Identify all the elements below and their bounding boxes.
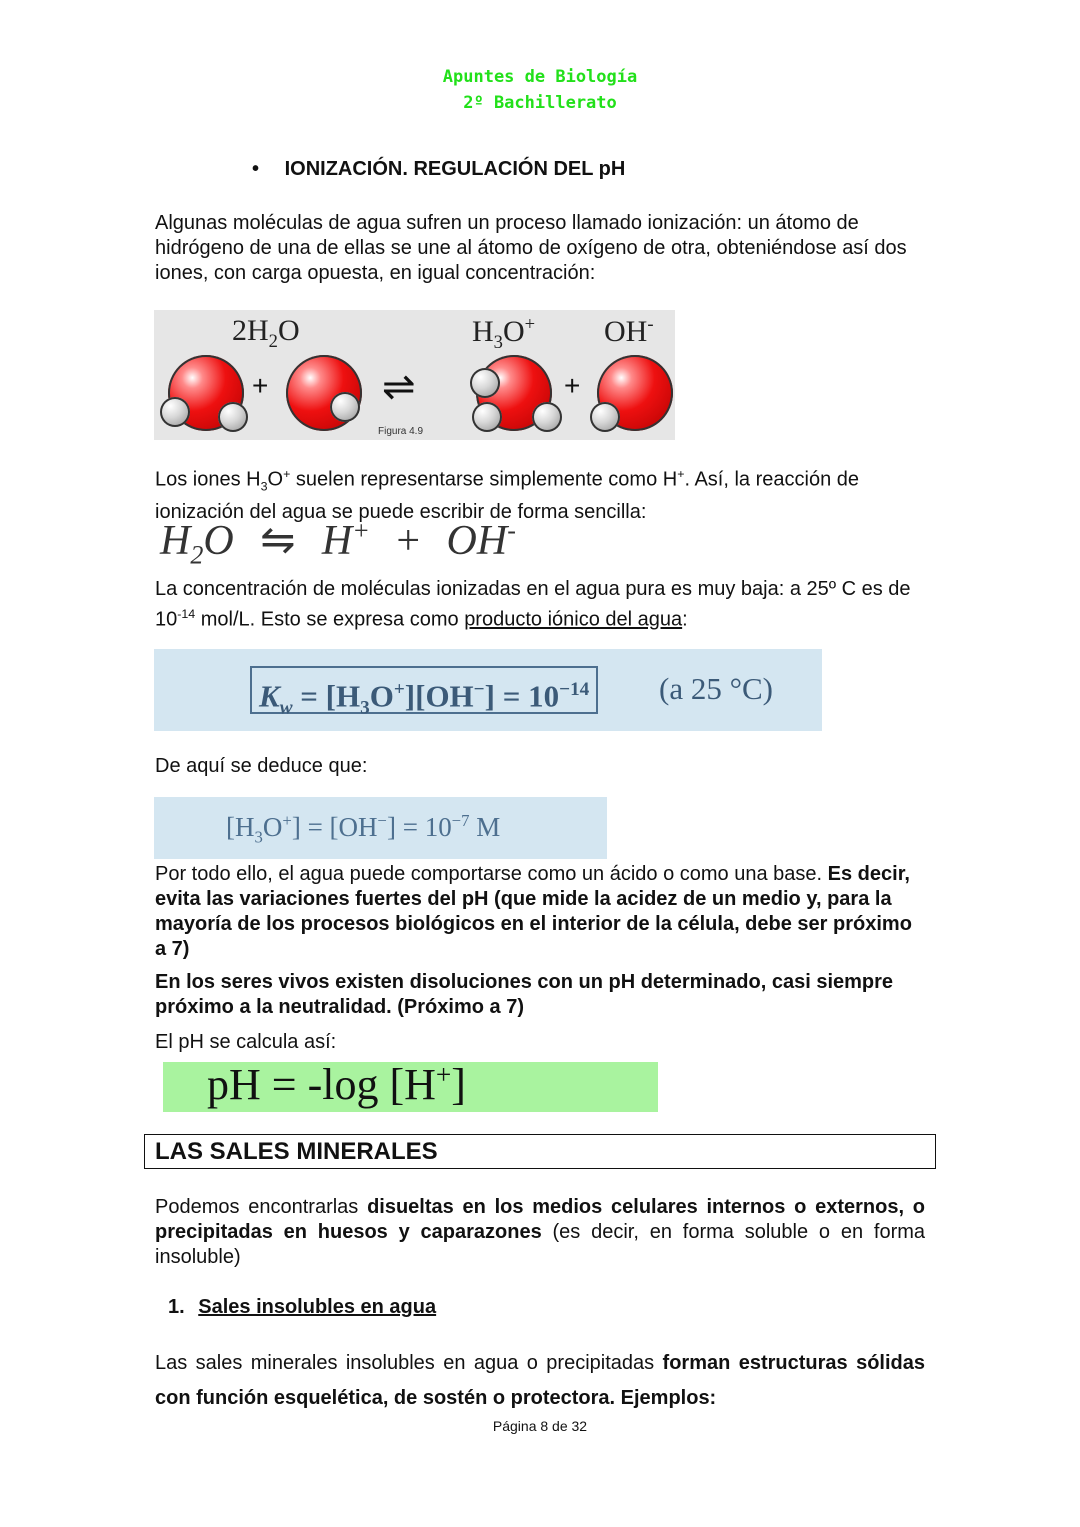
equilibrium-arrow: ⇌ — [382, 365, 416, 409]
fig-label-oh: OH- — [604, 314, 654, 348]
ph-formula: pH = -log [H+] — [207, 1059, 466, 1109]
concentration-paragraph: La concentración de moléculas ionizadas en el agua pura es muy baja: a 25º C es de $10^{-14}$ mol/L. Esto se expresa como producto iónico del agua: — [155, 578, 911, 631]
bullet: • — [252, 158, 260, 180]
hydrogen-atom — [160, 397, 190, 427]
insoluble-paragraph: Las sales minerales insolubles en agua o precipitadas forman estructuras sólidas con función esquelética, de sostén o protectora. Ejemplos: — [155, 1352, 925, 1409]
acid-base-paragraph: Por todo ello, el agua puede comportarse como un ácido o como una base. Es decir, evita las variaciones fuertes del pH (que mide la acidez de un medio y, para la mayoría de los procesos biológicos en el interior de la célula, debe ser próximo a 7) — [155, 863, 912, 960]
hydrogen-atom — [330, 392, 360, 422]
header-line1: Apuntes de Biología — [442, 67, 638, 87]
plus-sign: + — [564, 370, 581, 401]
fig-label-2h2o: $2H_2O$ — [232, 314, 300, 352]
kw-formula-box — [154, 649, 822, 731]
ionization-equation: $H_2O$ ⇋ H+ + OH- — [160, 516, 516, 570]
hydrogen-atom — [470, 368, 500, 398]
figure-caption: Figura 4.9 — [378, 426, 424, 437]
hydrogen-atom — [590, 402, 620, 432]
ionic-product-link: producto iónico del agua — [464, 608, 683, 631]
ph-calc-text: El pH se calcula así: — [155, 1031, 337, 1053]
ph-formula-box — [163, 1059, 658, 1112]
concentration-formula: $[H_3O^+] = [OH^-] = 10^{-7}$ M — [226, 811, 501, 847]
intro-paragraph: Algunas moléculas de agua sufren un proceso llamado ionización: un átomo de hidrógeno de una de ellas se une al átomo de oxígeno de otra, obteniéndose así dos iones, con carga opuesta, en igual concentración: — [155, 212, 907, 284]
deduce-text: De aquí se deduce que: — [155, 755, 368, 777]
fig-label-h3o: $H_3O^+$ — [472, 314, 536, 353]
hydronium-paragraph: Los iones $H_3O^+$ suelen representarse simplemente como H+. Así, la reacción de ionización del agua se puede escribir de forma sencilla: — [155, 467, 859, 523]
page-footer: Página 8 de 32 — [492, 1418, 588, 1434]
header-line2: 2º Bachillerato — [463, 93, 617, 113]
kw-note: (a 25 °C) — [659, 671, 773, 706]
living-beings-paragraph: En los seres vivos existen disoluciones con un pH determinado, casi siempre próximo a la neutralidad. (Próximo a 7) — [155, 971, 894, 1018]
section-title — [252, 158, 625, 181]
section-title-text: IONIZACIÓN. REGULACIÓN DEL pH — [284, 158, 626, 180]
ionization-figure — [154, 310, 675, 440]
kw-formula: $K_w = [H_3O^+][OH^-] = 10^{-14}$ — [250, 666, 598, 714]
subsection-title: 1. Sales insolubles en agua — [168, 1296, 437, 1318]
plus-sign: + — [252, 370, 269, 401]
hydrogen-atom — [218, 402, 248, 432]
section-header-box — [144, 1134, 936, 1169]
hydrogen-atom — [532, 402, 562, 432]
concentration-box — [154, 797, 607, 859]
hydrogen-atom — [472, 402, 502, 432]
sales-intro-paragraph: Podemos encontrarlas disueltas en los medios celulares internos o externos, o precipitadas en huesos y caparazones (es decir, en forma soluble o en forma insoluble) — [155, 1196, 926, 1268]
section2-title: LAS SALES MINERALES — [155, 1138, 438, 1165]
